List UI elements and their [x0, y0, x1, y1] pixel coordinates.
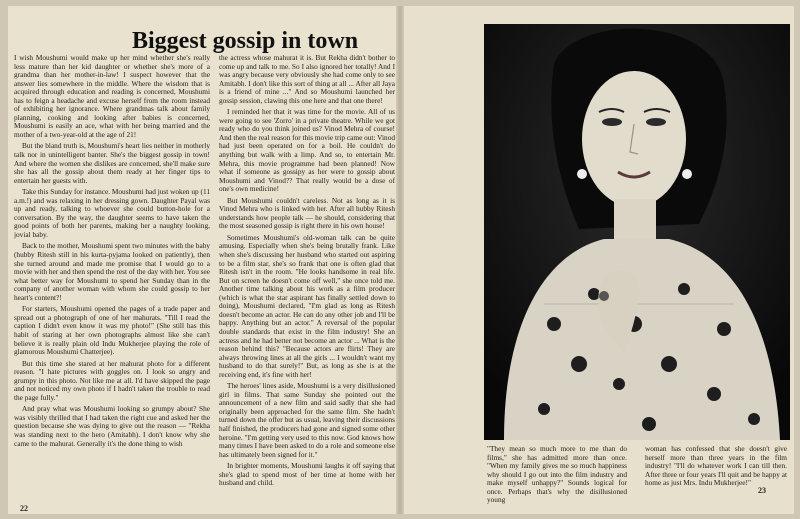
- page-number-right: 23: [758, 486, 766, 495]
- paragraph: I reminded her that it was time for the movie. All of us were going to see 'Zorro' in a private theatre. While we got ready who do you think joined us? Vinod Mehra of course! And then the real reason for this movie trip came out: Vinod had just been operated on for a boil. He couldn't do anything but walk with a limp. And so, to entertain Mr. Mehra, this movie programme had been planned! Now what if someone as gossipy as her were to gossip about Moushumi and Vinod?? That really would be a dose of one's own medicine!: [219, 107, 395, 194]
- paragraph: The heroes' lines aside, Moushumi is a very disillusioned girl in films. That same Sunday she pointed out the announcement of a new film and said sadly that she had originally been approached for the same film. She hadn't turned down the offer but as usual, leaving their discussions half finished, the producers had gone and signed some other heroine. "I'm getting very used to this now. God knows how many times I have been asked to do a role and someone else has ultimately been signed for it.": [219, 381, 395, 459]
- article-headline: Biggest gossip in town: [132, 28, 359, 54]
- paragraph: In brighter moments, Moushumi laughs it off saying that she's glad to spend most of her time at home with her husband and child.: [219, 461, 395, 488]
- caption-column-1: [487, 445, 627, 509]
- paragraph: "They mean so much more to me than do films," she has admitted more than once. "When my family gives me so much happiness why should I go out into the film industry and make myself unhappy?" Sounds logical for once. Perhaps that's why the disillusioned young: [487, 445, 627, 505]
- paragraph: For starters, Moushumi opened the pages of a trade paper and spread out a photograph of one of her mahurats. "Till I read the caption I didn't even know it was my photo!" (She still has this habit of staring at her own photographs almost like she can't believe it is really plain old Indu Mukherjee playing the role of glamorous Moushumi Chatterjee).: [14, 304, 210, 357]
- paragraph: the actress whose mahurat it is. But Rekha didn't bother to come up and talk to me. So I also ignored her totally! And I was angry because very obviously she had come only to see Amitabh. I don't like this sort of thing at all ... After all Jaya is a friend of mine ..." And so Moushumi launched her gossip session, clawing this one here and that one there!: [219, 54, 395, 105]
- paragraph: Take this Sunday for instance. Moushumi had just woken up (11 a.m.!) and was relaxing in her dressing gown. Daughter Payal was up and ready, talking to whoever she could button-hole for a conversation. By the way, the daughter seems to have taken the good points of both her parents, making her a naughty looking, jovial baby.: [14, 187, 210, 239]
- paragraph: But this time she stared at her mahurat photo for a different reason. "I hate pictures with goggles on. I look so angry and grumpy in this photo. Not like me at all. I'd have skipped the page and not noticed my own photo if I hadn't taken the trouble to read the page fully.": [14, 358, 210, 402]
- paragraph: And pray what was Moushumi looking so grumpy about? She was visibly thrilled that I had taken the right cue and asked her the question because she was dying to give out the reason — "Rekha was standing next to the hero (Amitabh). I don't know why she came to the mahurat. Generally it's the done thing to wish: [14, 404, 210, 448]
- paragraph: But Moushumi couldn't careless. Not as long as it is Vinod Mehra who is linked with her. After all hubby Ritesh understands how people talk — he should, considering that the most seasoned gossip is right there in his own house!: [219, 195, 395, 231]
- page-number-left: 22: [20, 504, 28, 513]
- paragraph: woman has confessed that she doesn't give herself more than three years in the film industry! "I'll do whatever work I can till then. After three or four years I'll quit and be happy at home as just Mrs. Indu Mukherjee!": [645, 445, 787, 488]
- page-gutter: [396, 6, 404, 514]
- caption-column-2: [645, 445, 787, 509]
- paragraph: I wish Moushumi would make up her mind whether she's really less mature than her kid daughter or whether she's more of a grandma than her mother-in-law! I suspect however that the answer lies somewhere in the middle. Where the wisdom that is acquired through education and reading is concerned, Moushumi has to feign a headache and excuse herself from the room instead of exhibiting her ignorance. Where grandmas talk about family planning, cooking and looking after babies is concerned, Moushumi is easily an ace, what with her being married and the mother of a two-year-old at the age of 21!: [14, 54, 210, 139]
- portrait-photo: [484, 24, 790, 440]
- paragraph: But the bland truth is, Moushumi's heart lies neither in motherly talk nor in unintelligent banter. She's the biggest gossip in town! And where the women she dislikes are concerned, she'll make sure she has all the gossip about them ready at her finger tips to entertain her guests with.: [14, 141, 210, 185]
- article-column-1: [14, 54, 210, 492]
- paragraph: Back to the mother, Moushumi spent two minutes with the baby (hubby Ritesh still in his kurta-pyjama looked on patiently), then she turned around and made me promise that I would go to a movie with her and then spend the rest of the day with her. You see what better way for Moushumi to spend her Sunday than in the company of another woman with whom she could gossip to her heart's content?!: [14, 241, 210, 302]
- portrait-illustration: [484, 24, 790, 440]
- article-column-2: [219, 54, 395, 514]
- paragraph: Sometimes Moushumi's old-woman talk can be quite amusing. Especially when she's being brutally frank. Like when she's discussing her husband who started out aspiring to be a film star, she's so frank that one is often glad that Ritesh isn't in the room. "He looks handsome in real life. But on screen he doesn't come off well," she once told me. Another time talking about his work as a film producer (which is what the star aspirant has finally settled down to doing), Moushumi declared, "I'm glad as long as Ritesh doesn't become an actor. He can do any other job and I'll be happy. Anything but an actor." A reversal of the popular double standards that exist in the film industry! She an actress and he had better not become an actor ... What is the reason behind this? "Because actors are flirts! They are always throwing lines at all the girls ... I wouldn't want my husband to do that surely!" But, as long as she is at the receiving end, it's fine with her!: [219, 232, 395, 379]
